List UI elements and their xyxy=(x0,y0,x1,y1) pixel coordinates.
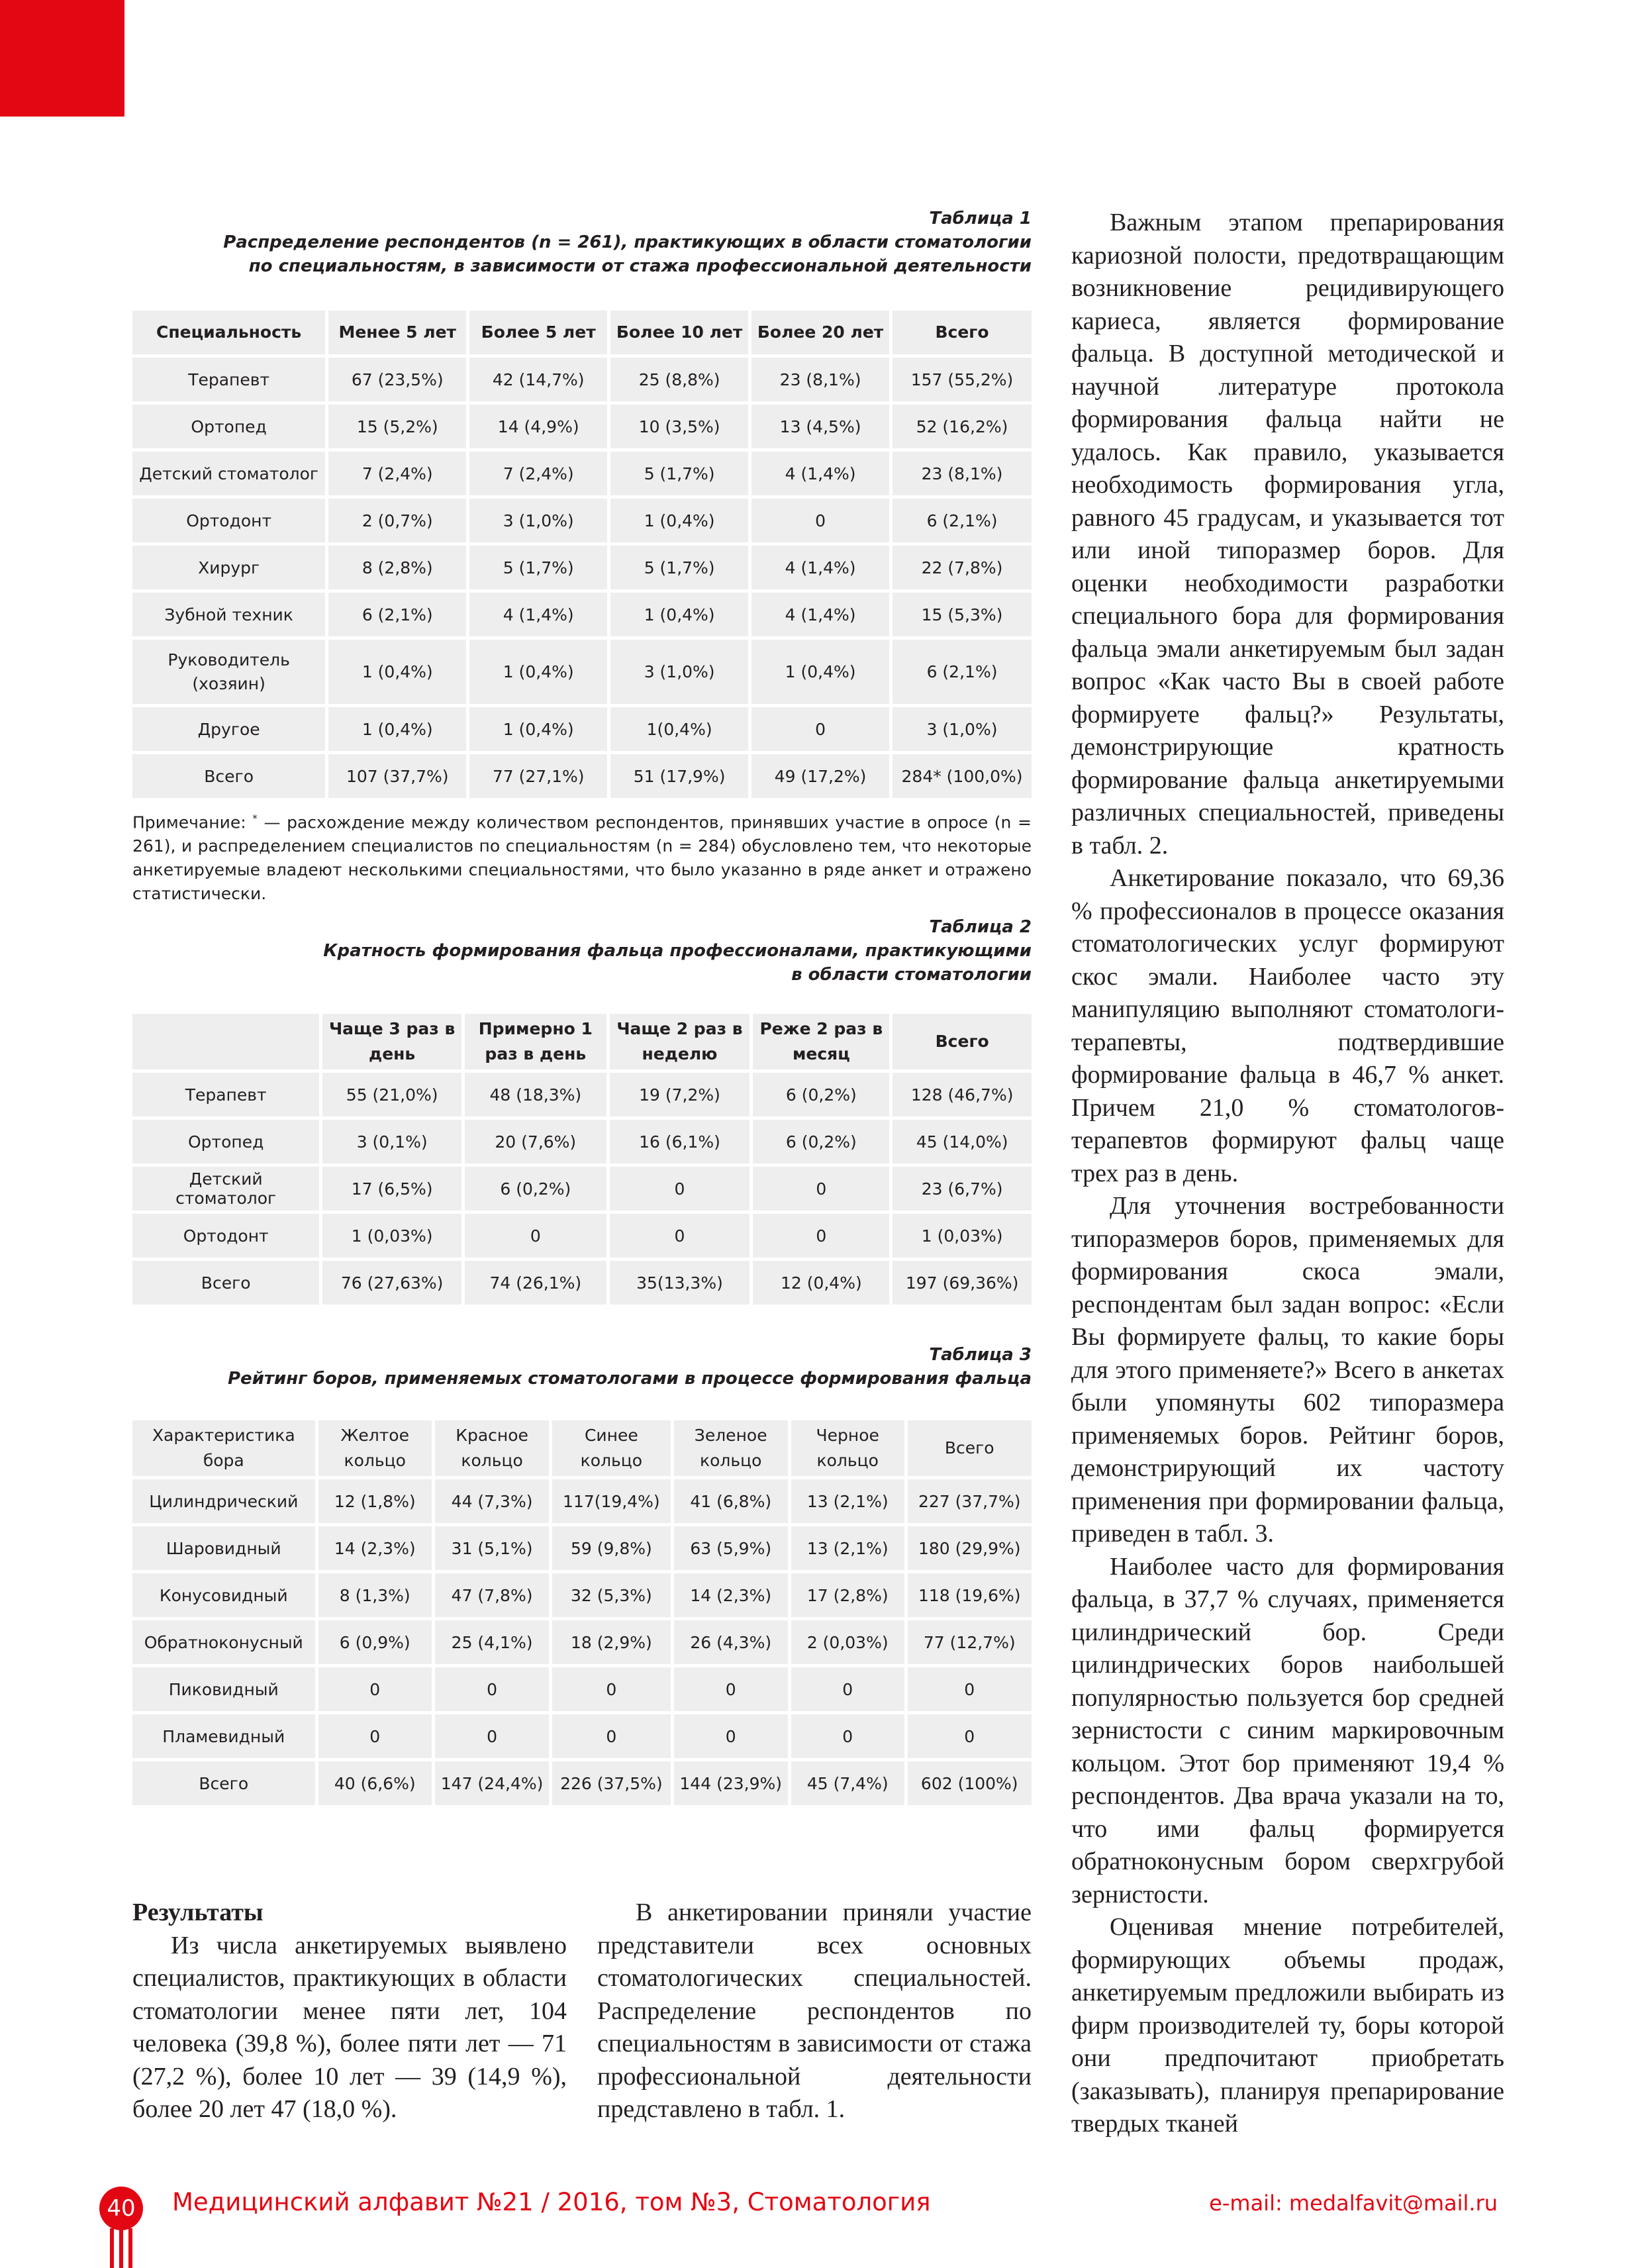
column-header: Менее 5 лет xyxy=(328,311,466,354)
row-label: Конусовидный xyxy=(132,1573,315,1617)
table-1-title-line-1: Распределение респондентов (n = 261), практикующих в области стоматологии xyxy=(223,232,1032,252)
table-cell: 180 (29,9%) xyxy=(908,1526,1032,1570)
table-cell: 7 (2,4%) xyxy=(328,452,466,495)
row-label: Другое xyxy=(132,707,325,751)
table-cell: 23 (6,7%) xyxy=(893,1167,1032,1210)
table-cell: 4 (1,4%) xyxy=(751,452,889,495)
right-paragraph-4: Наиболее часто для формирования фальца, в 37,7 % случаях, применяется цилиндрический бор. Среди цилиндрических боров наибольшей популярностью пользуется бор средней зернистости с синим маркировочным кольцом. Этот бор применяют 19,4 % респондентов. Два врача указали на то, что ими фальц формируется обратноконусным бором сверхгрубой зернистости. xyxy=(1071,1552,1504,1908)
table-cell: 26 (4,3%) xyxy=(674,1620,788,1664)
table-cell: 23 (8,1%) xyxy=(893,452,1032,495)
table-2-title-line-2: в области стоматологии xyxy=(791,965,1032,985)
table-cell: 0 xyxy=(674,1667,788,1711)
table-header-row xyxy=(132,1420,1032,1476)
table-cell: 13 (2,1%) xyxy=(791,1479,904,1523)
table-row xyxy=(132,1761,1032,1805)
table-cell: 3 (0,1%) xyxy=(322,1120,461,1163)
table-cell: 76 (27,63%) xyxy=(322,1261,461,1305)
column-header: Чаще 3 раз в день xyxy=(322,1014,461,1069)
table-cell: 144 (23,9%) xyxy=(674,1761,788,1805)
table-cell: 602 (100%) xyxy=(908,1761,1032,1805)
results-column-1 xyxy=(132,1897,567,2126)
table-cell: 0 xyxy=(435,1667,549,1711)
table-cell: 10 (3,5%) xyxy=(610,405,748,448)
table-cell: 4 (1,4%) xyxy=(751,593,889,636)
table-cell: 5 (1,7%) xyxy=(610,452,748,495)
table-cell: 7 (2,4%) xyxy=(469,452,607,495)
table-1-title-line-2: по специальностям, в зависимости от стажа профессиональной деятельности xyxy=(248,256,1032,276)
table-cell: 1 (0,4%) xyxy=(328,707,466,751)
table-row xyxy=(132,358,1032,401)
column-header: Специальность xyxy=(132,311,325,354)
right-paragraph-2: Анкетирование показало, что 69,36 % профессионалов в процессе оказания стоматологических услуг формируют скос эмали. Наиболее часто эту манипуляцию выполняют стоматологи-терапевты, подтвердившие формирование фальца в 46,7 % анкет. Причем 21,0 % стоматологов-терапевтов формируют фальц чаще трех раз в день. xyxy=(1071,864,1504,1187)
note-prefix: Примечание: xyxy=(132,813,253,832)
table-3-title-line-1: Рейтинг боров, применяемых стоматологами в процессе формирования фальца xyxy=(228,1369,1032,1389)
results-heading: Результаты xyxy=(132,1898,264,1926)
table-cell: 0 xyxy=(610,1214,750,1257)
table-cell: 0 xyxy=(465,1214,606,1257)
table-cell: 25 (8,8%) xyxy=(610,358,748,401)
row-label: Всего xyxy=(132,1261,319,1305)
row-label: Хирург xyxy=(132,546,325,589)
table-cell: 42 (14,7%) xyxy=(469,358,607,401)
table-1-label: Таблица 1 xyxy=(929,209,1032,228)
right-text-column xyxy=(1071,207,1504,2141)
table-cell: 13 (4,5%) xyxy=(751,405,889,448)
table-2-label: Таблица 2 xyxy=(929,917,1032,937)
table-2 xyxy=(129,1011,1035,1308)
table-row xyxy=(132,1714,1032,1758)
table-cell: 20 (7,6%) xyxy=(465,1120,606,1163)
table-cell: 32 (5,3%) xyxy=(552,1573,670,1617)
table-cell: 1 (0,4%) xyxy=(610,593,748,636)
table-2-block xyxy=(132,915,1032,1308)
results-column-2 xyxy=(597,1897,1032,2126)
table-cell: 197 (69,36%) xyxy=(893,1261,1032,1305)
table-cell: 0 xyxy=(435,1714,549,1758)
row-label: Зубной техник xyxy=(132,593,325,636)
table-cell: 118 (19,6%) xyxy=(908,1573,1032,1617)
table-row xyxy=(132,1261,1032,1305)
table-row xyxy=(132,1167,1032,1210)
table-cell: 1 (0,4%) xyxy=(328,640,466,704)
table-cell: 12 (0,4%) xyxy=(753,1261,889,1305)
table-cell: 226 (37,5%) xyxy=(552,1761,670,1805)
table-cell: 1 (0,4%) xyxy=(469,707,607,751)
table-cell: 6 (2,1%) xyxy=(328,593,466,636)
table-row xyxy=(132,1073,1032,1116)
table-cell: 52 (16,2%) xyxy=(893,405,1032,448)
row-label: Ортопед xyxy=(132,1120,319,1163)
results-paragraph-2: В анкетировании приняли участие представители всех основных стоматологических специальностей. Распределение респондентов по специальностям в зависимости от стажа профессиональной деятельности представлено в табл. 1. xyxy=(597,1898,1032,2123)
table-cell: 0 xyxy=(908,1714,1032,1758)
table-cell: 0 xyxy=(753,1214,889,1257)
table-cell: 0 xyxy=(552,1714,670,1758)
table-3-label: Таблица 3 xyxy=(929,1345,1032,1365)
column-header: Более 20 лет xyxy=(751,311,889,354)
table-cell: 3 (1,0%) xyxy=(610,640,748,704)
table-cell: 3 (1,0%) xyxy=(469,499,607,542)
table-header-row xyxy=(132,311,1032,354)
table-3-block xyxy=(132,1343,1032,1808)
header-bar-gap xyxy=(124,0,132,117)
column-header: Реже 2 раз в месяц xyxy=(753,1014,889,1069)
column-header: Примерно 1 раз в день xyxy=(465,1014,606,1069)
table-cell: 0 xyxy=(674,1714,788,1758)
table-cell: 0 xyxy=(753,1167,889,1210)
table-cell: 67 (23,5%) xyxy=(328,358,466,401)
row-label: Всего xyxy=(132,754,325,798)
column-header: Зеленое кольцо xyxy=(674,1420,788,1476)
table-cell: 35(13,3%) xyxy=(610,1261,750,1305)
row-label: Ортодонт xyxy=(132,499,325,542)
table-cell: 1(0,4%) xyxy=(610,707,748,751)
table-cell: 117(19,4%) xyxy=(552,1479,670,1523)
row-label: Пиковидный xyxy=(132,1667,315,1711)
column-header: Всего xyxy=(893,311,1032,354)
table-cell: 284* (100,0%) xyxy=(893,754,1032,798)
table-3 xyxy=(129,1417,1035,1808)
results-paragraph-1: Из числа анкетируемых выявлено специалистов, практикующих в области стоматологии менее пяти лет, 104 человека (39,8 %), более пяти лет — 71 (27,2 %), более 10 лет — 39 (14,9 %), более 20 лет 47 (18,0 %). xyxy=(132,1931,567,2123)
column-header: Более 5 лет xyxy=(469,311,607,354)
column-header: Характеристика бора xyxy=(132,1420,315,1476)
table-cell: 48 (18,3%) xyxy=(465,1073,606,1116)
row-label: Цилиндрический xyxy=(132,1479,315,1523)
table-cell: 6 (0,2%) xyxy=(465,1167,606,1210)
table-row xyxy=(132,1479,1032,1523)
row-label: Ортодонт xyxy=(132,1214,319,1257)
table-cell: 0 xyxy=(318,1667,432,1711)
table-1-block xyxy=(132,207,1032,906)
table-cell: 157 (55,2%) xyxy=(893,358,1032,401)
table-row xyxy=(132,754,1032,798)
table-row xyxy=(132,405,1032,448)
row-label: Пламевидный xyxy=(132,1714,315,1758)
table-cell: 15 (5,2%) xyxy=(328,405,466,448)
table-cell: 5 (1,7%) xyxy=(610,546,748,589)
table-cell: 14 (4,9%) xyxy=(469,405,607,448)
row-label: Ортопед xyxy=(132,405,325,448)
table-cell: 49 (17,2%) xyxy=(751,754,889,798)
table-cell: 45 (14,0%) xyxy=(893,1120,1032,1163)
row-label: Детский стоматолог xyxy=(132,1167,319,1210)
column-header xyxy=(132,1014,319,1069)
table-cell: 31 (5,1%) xyxy=(435,1526,549,1570)
table-row xyxy=(132,452,1032,495)
note-mark: * xyxy=(252,813,258,824)
table-cell: 63 (5,9%) xyxy=(674,1526,788,1570)
table-cell: 1 (0,4%) xyxy=(469,640,607,704)
row-label: Терапевт xyxy=(132,358,325,401)
table-row xyxy=(132,1667,1032,1711)
table-row xyxy=(132,1620,1032,1664)
column-header: Чаще 2 раз в неделю xyxy=(610,1014,750,1069)
table-row xyxy=(132,546,1032,589)
table-cell: 59 (9,8%) xyxy=(552,1526,670,1570)
table-cell: 128 (46,7%) xyxy=(893,1073,1032,1116)
table-cell: 1 (0,4%) xyxy=(751,640,889,704)
table-cell: 2 (0,7%) xyxy=(328,499,466,542)
table-cell: 3 (1,0%) xyxy=(893,707,1032,751)
right-paragraph-3: Для уточнения востребованности типоразмеров боров, применяемых для формирования скоса эмали, респондентам был задан вопрос: «Если Вы формируете фальц, то какие боры для этого применяете?» Всего в анкетах были упомянуты 602 типоразмера применяемых боров. Рейтинг боров, демонстрирующий их частоту применения при формировании фальца, приведен в табл. 3. xyxy=(1071,1192,1504,1548)
table-cell: 1 (0,03%) xyxy=(322,1214,461,1257)
table-row xyxy=(132,707,1032,751)
table-cell: 0 xyxy=(318,1714,432,1758)
table-cell: 0 xyxy=(908,1667,1032,1711)
table-cell: 22 (7,8%) xyxy=(893,546,1032,589)
footer-email[interactable]: e-mail: medalfavit@mail.ru xyxy=(1209,2191,1498,2216)
footer-journal-title: Медицинский алфавит №21 / 2016, том №3, Стоматология xyxy=(172,2188,931,2216)
header-red-bar xyxy=(0,0,132,117)
table-cell: 23 (8,1%) xyxy=(751,358,889,401)
table-cell: 147 (24,4%) xyxy=(435,1761,549,1805)
table-cell: 8 (1,3%) xyxy=(318,1573,432,1617)
table-cell: 45 (7,4%) xyxy=(791,1761,904,1805)
table-cell: 0 xyxy=(610,1167,750,1210)
row-label: Терапевт xyxy=(132,1073,319,1116)
table-cell: 1 (0,03%) xyxy=(893,1214,1032,1257)
table-cell: 6 (0,9%) xyxy=(318,1620,432,1664)
table-cell: 0 xyxy=(552,1667,670,1711)
table-cell: 13 (2,1%) xyxy=(791,1526,904,1570)
footer-stub-1 xyxy=(110,2228,114,2268)
column-header: Всего xyxy=(908,1420,1032,1476)
table-cell: 6 (2,1%) xyxy=(893,640,1032,704)
table-cell: 16 (6,1%) xyxy=(610,1120,750,1163)
table-cell: 1 (0,4%) xyxy=(610,499,748,542)
table-cell: 44 (7,3%) xyxy=(435,1479,549,1523)
row-label: Шаровидный xyxy=(132,1526,315,1570)
table-cell: 14 (2,3%) xyxy=(318,1526,432,1570)
table-row xyxy=(132,1573,1032,1617)
table-cell: 0 xyxy=(791,1714,904,1758)
table-cell: 6 (0,2%) xyxy=(753,1073,889,1116)
table-row xyxy=(132,640,1032,704)
footer-stub-3 xyxy=(128,2228,132,2268)
table-cell: 40 (6,6%) xyxy=(318,1761,432,1805)
table-header-row xyxy=(132,1014,1032,1069)
table-cell: 4 (1,4%) xyxy=(751,546,889,589)
table-cell: 19 (7,2%) xyxy=(610,1073,750,1116)
table-1-note xyxy=(132,807,1032,906)
table-cell: 0 xyxy=(791,1667,904,1711)
table-row xyxy=(132,1214,1032,1257)
table-cell: 0 xyxy=(751,499,889,542)
table-cell: 0 xyxy=(751,707,889,751)
column-header: Желтое кольцо xyxy=(318,1420,432,1476)
table-cell: 77 (12,7%) xyxy=(908,1620,1032,1664)
column-header: Черное кольцо xyxy=(791,1420,904,1476)
table-cell: 8 (2,8%) xyxy=(328,546,466,589)
table-cell: 14 (2,3%) xyxy=(674,1573,788,1617)
table-cell: 12 (1,8%) xyxy=(318,1479,432,1523)
table-cell: 55 (21,0%) xyxy=(322,1073,461,1116)
column-header: Более 10 лет xyxy=(610,311,748,354)
table-cell: 6 (0,2%) xyxy=(753,1120,889,1163)
table-row xyxy=(132,1526,1032,1570)
table-row xyxy=(132,593,1032,636)
table-cell: 74 (26,1%) xyxy=(465,1261,606,1305)
table-cell: 6 (2,1%) xyxy=(893,499,1032,542)
table-cell: 77 (27,1%) xyxy=(469,754,607,798)
table-1 xyxy=(129,307,1035,801)
table-cell: 227 (37,7%) xyxy=(908,1479,1032,1523)
table-cell: 17 (6,5%) xyxy=(322,1167,461,1210)
table-cell: 18 (2,9%) xyxy=(552,1620,670,1664)
row-label: Детский стоматолог xyxy=(132,452,325,495)
table-cell: 41 (6,8%) xyxy=(674,1479,788,1523)
note-text: — расхождение между количеством респондентов, принявших участие в опросе (n = 261), и распределением специалистов по специальностям (n = 284) обусловлено тем, что некоторые анкетируемые владеют несколькими специальностями, что было указанно в ряде анкет и отражено статистически. xyxy=(132,813,1032,904)
table-cell: 47 (7,8%) xyxy=(435,1573,549,1617)
table-cell: 17 (2,8%) xyxy=(791,1573,904,1617)
page-number: 40 xyxy=(99,2187,143,2230)
table-cell: 51 (17,9%) xyxy=(610,754,748,798)
table-cell: 2 (0,03%) xyxy=(791,1620,904,1664)
table-cell: 4 (1,4%) xyxy=(469,593,607,636)
footer-stub-2 xyxy=(119,2228,123,2268)
table-cell: 5 (1,7%) xyxy=(469,546,607,589)
table-row xyxy=(132,1120,1032,1163)
table-cell: 25 (4,1%) xyxy=(435,1620,549,1664)
right-paragraph-1: Важным этапом препарирования кариозной полости, предотвращающим возникновение рецидивирующего кариеса, является формирование фальца. В доступной методической и научной литературе протокола формирования фальца найти не удалось. Как правило, указывается необходимость формирования угла, равного 45 градусам, и указывается тот или иной типоразмер боров. Для оценки необходимости разработки специального бора для формирования фальца эмали анкетируемым был задан вопрос «Как часто Вы в своей работе формируете фальц?» Результаты, демонстрирующие кратность формирование фальца анкетируемыми различных специальностей, приведены в табл. 2. xyxy=(1071,209,1504,860)
column-header: Красное кольцо xyxy=(435,1420,549,1476)
column-header: Синее кольцо xyxy=(552,1420,670,1476)
row-label: Руководитель (хозяин) xyxy=(132,640,325,704)
table-cell: 15 (5,3%) xyxy=(893,593,1032,636)
row-label: Всего xyxy=(132,1761,315,1805)
row-label: Обратноконусный xyxy=(132,1620,315,1664)
table-cell: 107 (37,7%) xyxy=(328,754,466,798)
table-row xyxy=(132,499,1032,542)
column-header: Всего xyxy=(893,1014,1032,1069)
table-2-title-line-1: Кратность формирования фальца профессионалами, практикующими xyxy=(323,941,1032,961)
right-paragraph-5: Оценивая мнение потребителей, формирующих объемы продаж, анкетируемым предложили выбирать из фирм производителей ту, боры которой они предпочитают приобретать (заказывать), планируя препарирование твердых тканей xyxy=(1071,1913,1504,2138)
